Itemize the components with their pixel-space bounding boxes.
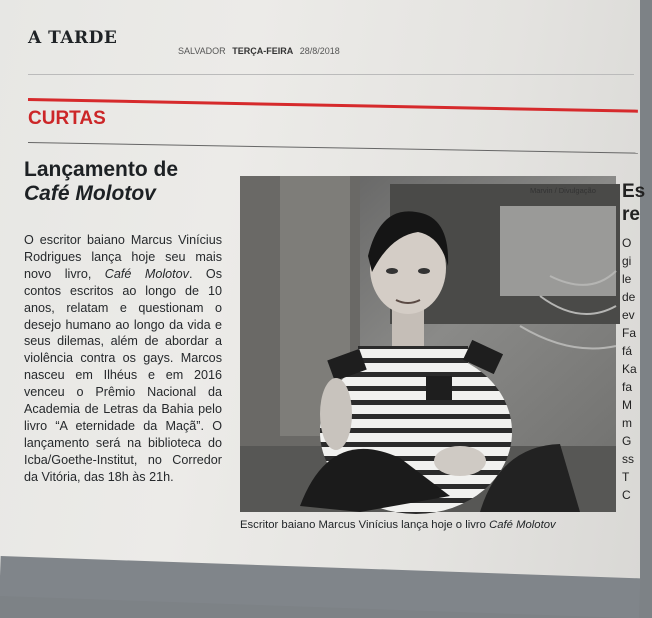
headline-line-1: Lançamento de: [24, 158, 179, 181]
adjacent-heading-1: Es: [622, 181, 646, 202]
dateline-weekday: TERÇA-FEIRA: [232, 46, 294, 56]
article-body: [24, 232, 222, 486]
body-book-title: Café Molotov: [104, 266, 189, 281]
adjacent-article-fragment: [622, 180, 652, 504]
adjacent-text-13: ss: [622, 452, 634, 466]
adjacent-text-8: Ka: [622, 362, 637, 376]
caption-text: Escritor baiano Marcus Vinícius lança hoje o livro: [240, 519, 490, 531]
adjacent-text-12: G: [622, 434, 632, 448]
photo-caption: [240, 519, 630, 531]
adjacent-text-14: T: [622, 470, 630, 484]
adjacent-text-15: C: [622, 488, 631, 502]
adjacent-text-2: gi: [622, 254, 632, 268]
section-divider: [28, 142, 638, 154]
adjacent-text-6: Fa: [622, 326, 637, 340]
adjacent-text-9: fa: [622, 380, 633, 394]
section-title: CURTAS: [28, 108, 106, 129]
dateline-city: SALVADOR: [178, 46, 226, 56]
adjacent-text-10: M: [622, 398, 632, 412]
adjacent-text-7: fá: [622, 344, 633, 358]
author-photo-image: [240, 176, 616, 512]
issue-dateline: [178, 46, 340, 56]
author-photo: [240, 176, 616, 512]
adjacent-text-11: m: [622, 416, 632, 430]
adjacent-text-4: de: [622, 290, 636, 304]
headline-book-title: Café Molotov: [24, 182, 156, 205]
dateline-date: 28/8/2018: [299, 46, 340, 56]
newspaper-masthead: A TARDE: [28, 28, 118, 48]
adjacent-text-3: le: [622, 272, 632, 286]
adjacent-text-5: ev: [622, 308, 635, 322]
body-text-1: O escritor baiano Marcus Vinícius Rodrigues lança hoje seu mais novo livro,: [24, 233, 222, 281]
caption-book-title: Café Molotov: [489, 519, 556, 531]
adjacent-text-1: O: [622, 236, 632, 250]
article-headline: [24, 158, 234, 206]
page-bottom-edge: [0, 556, 640, 618]
adjacent-heading-2: re: [622, 204, 640, 225]
header-divider: [28, 74, 634, 75]
body-text-2: . Os contos escritos ao longo de 10 anos, relatam e questionam o desejo humano ao longo da vida e seus dilemas, além de abordar a violência contra os gays. Marcos nasceu em Ilhéus e em 2016 venceu o Prêmio Nacional da Academia de Letras da Bahia pelo livro “A eternidade da Maçã”. O lançamento será na biblioteca do Icba/Goethe-Institut, no Corredor da Vitória, das 18h às 21h.: [24, 266, 222, 484]
section-red-rule: [28, 98, 638, 113]
photo-credit: Marvin / Divulgação: [530, 186, 596, 195]
